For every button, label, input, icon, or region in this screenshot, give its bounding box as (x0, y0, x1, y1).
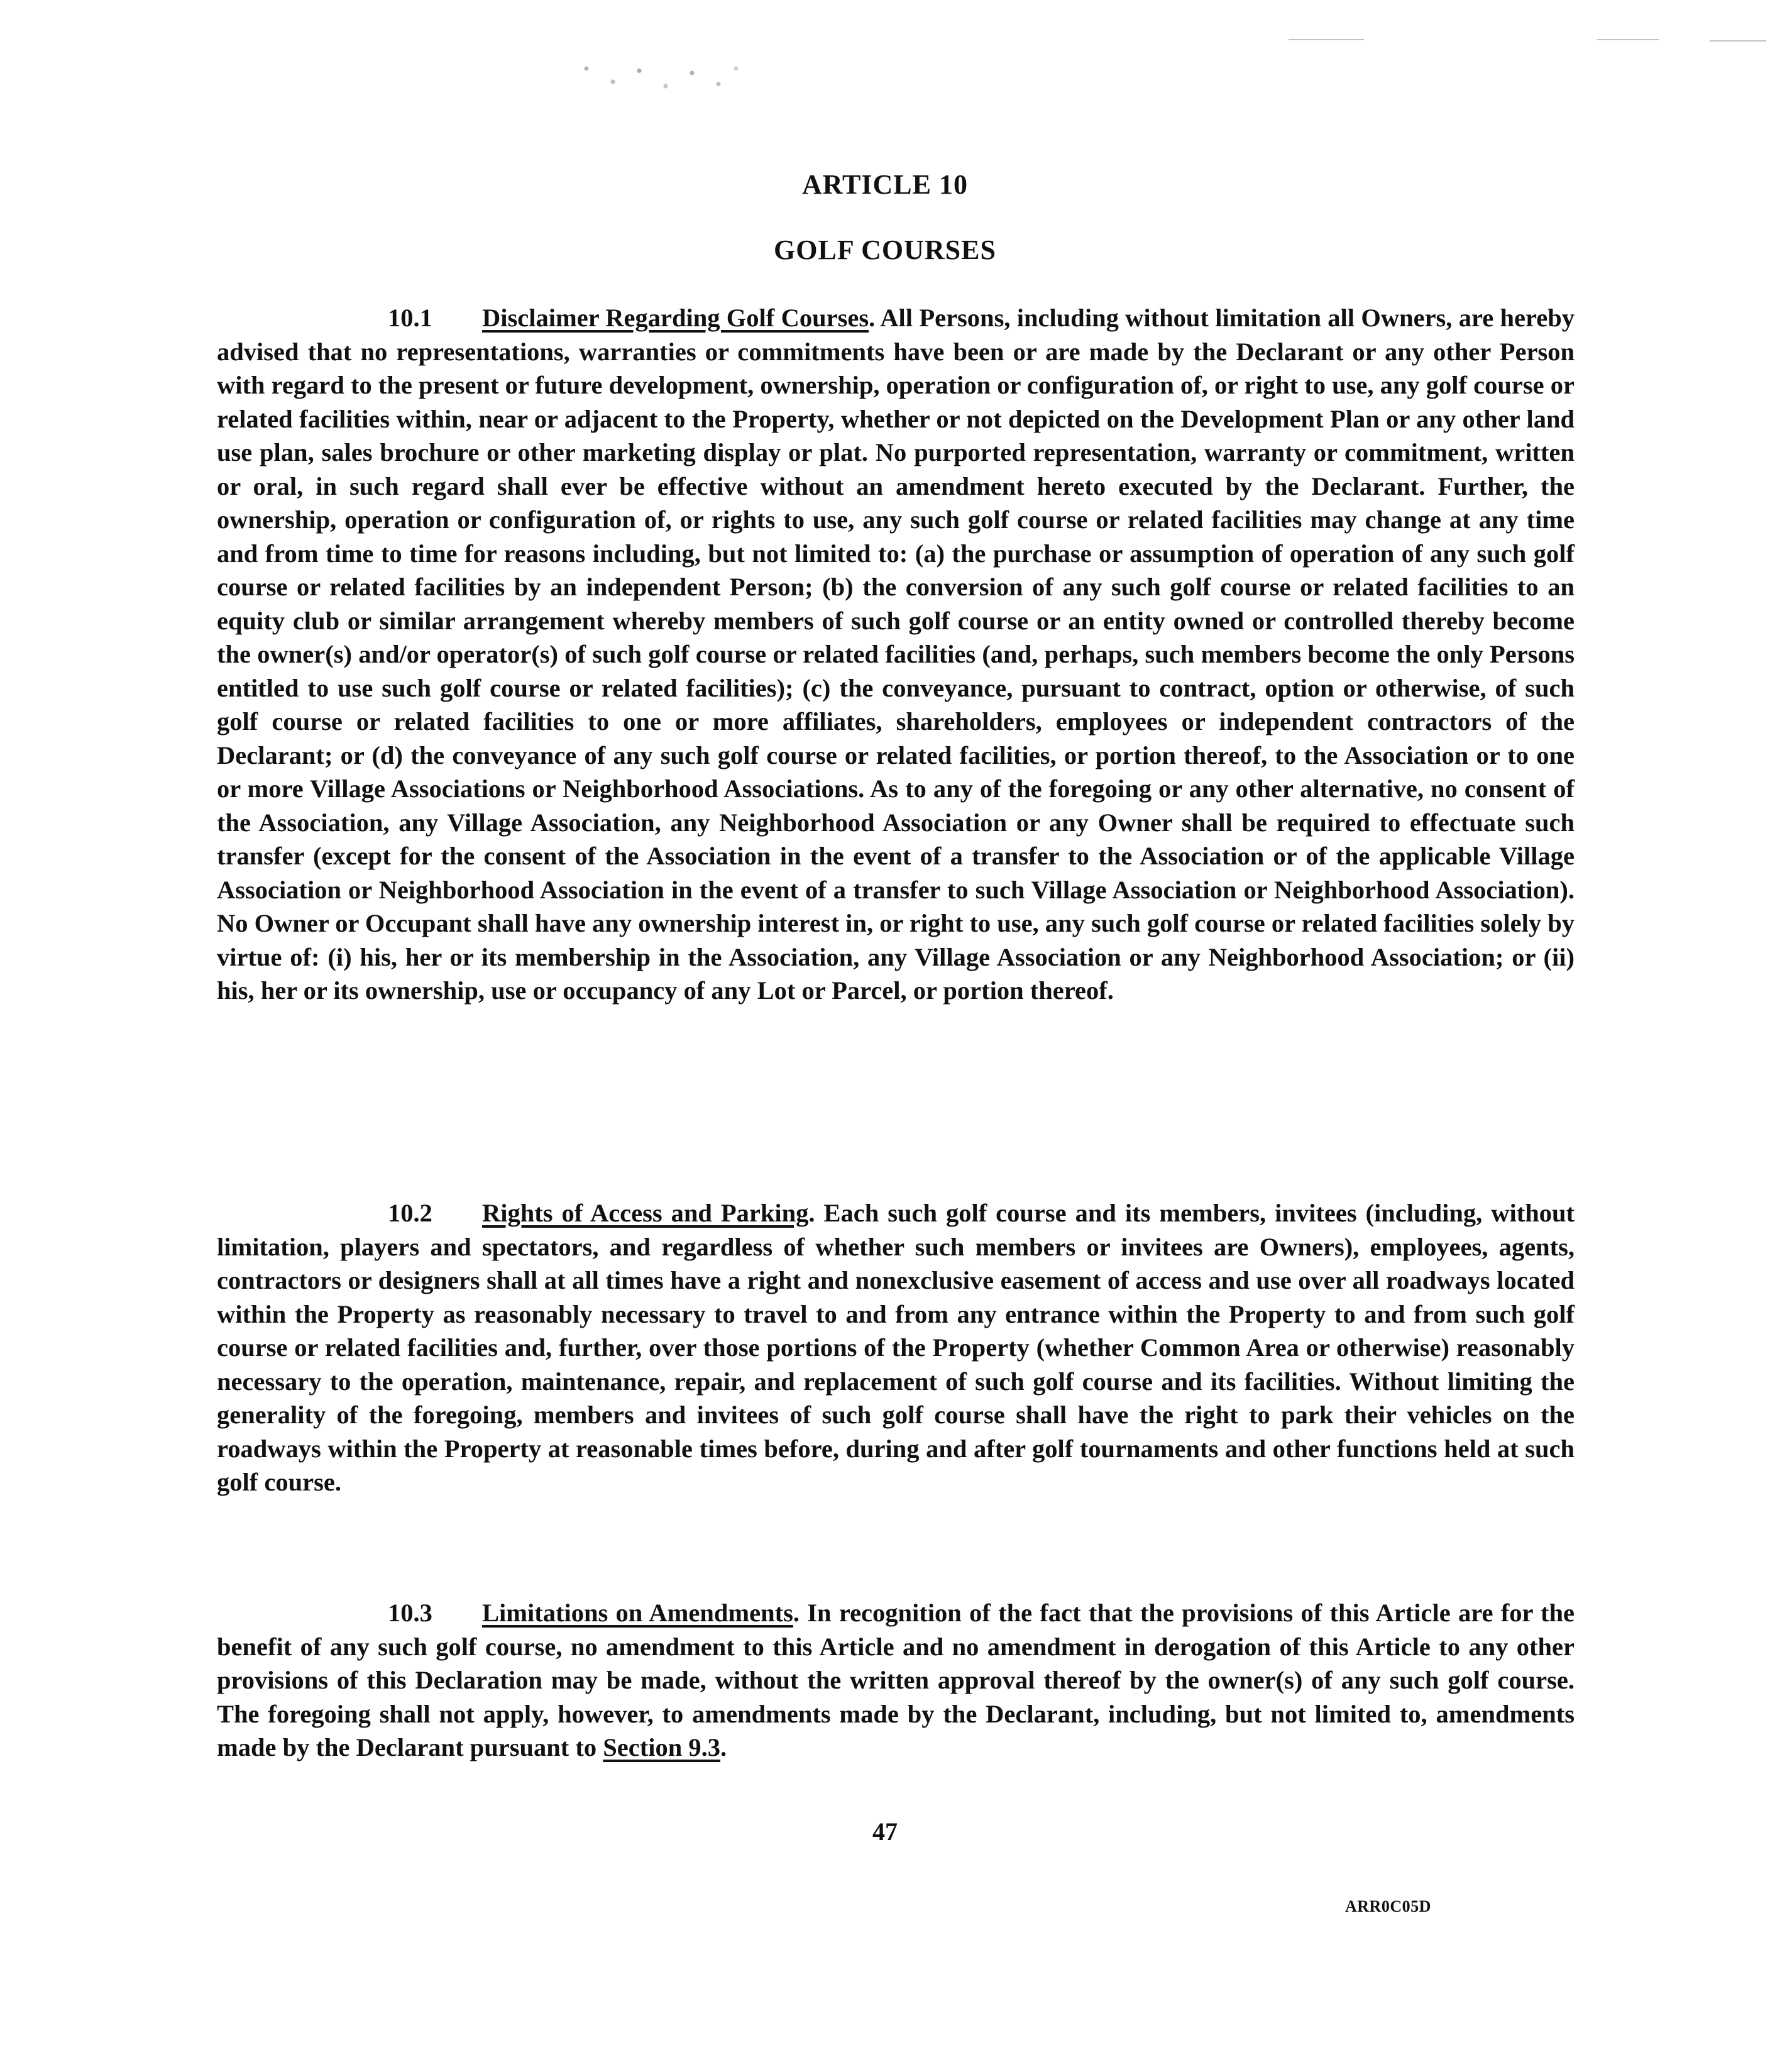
section-text: All Persons, including without limitation all Owners, are hereby advised that no representations, warranties or commitments have been or are made by the Declarant or any other Person with regard to the present or future development, ownership, operation or configuration of, or right to use, any golf course or related facilities within, near or adjacent to the Property, whether or not depicted on the Development Plan or any other land use plan, sales brochure or other marketing display or plat. No purported representation, warranty or commitment, written or oral, in such regard shall ever be effective without an amendment hereto executed by the Declarant. Further, the ownership, operation or configuration of, or rights to use, any such golf course or related facilities may change at any time and from time to time for reasons including, but not limited to: (a) the purchase or assumption of operation of any such golf course or related facilities by an independent Person; (b) the conversion of any such golf course or related facilities to an equity club or similar arrangement whereby members of such golf course or an entity owned or controlled thereby become the owner(s) and/or operator(s) of such golf course or related facilities (and, perhaps, such members become the only Persons entitled to use such golf course or related facilities); (c) the conveyance, pursuant to contract, option or otherwise, of such golf course or related facilities to one or more affiliates, shareholders, employees or independent contractors of the Declarant; or (d) the conveyance of any such golf course or related facilities, or portion thereof, to the Association or to one or more Village Associations or Neighborhood Associations. As to any of the foregoing or any other alternative, no consent of the Association, any Village Association, any Neighborhood Association or any Owner shall be required to effectuate such transfer (except for the consent of the Association in the event of a transfer to the Association or of the applicable Village Association or Neighborhood Association in the event of a transfer to such Village Association or Neighborhood Association). No Owner or Occupant shall have any ownership interest in, or right to use, any such golf course or related facilities solely by virtue of: (i) his, her or its membership in the Association, any Village Association or any Neighborhood Association; or (ii) his, her or its ownership, use or occupancy of any Lot or Parcel, or portion thereof. (217, 304, 1575, 1005)
section-number: 10.1 (388, 304, 432, 332)
scan-artifact (1289, 39, 1364, 40)
section-title-punct: . (793, 1599, 808, 1627)
section-10-3 (217, 1596, 1575, 1765)
scan-artifact (1710, 40, 1766, 41)
section-title: Disclaimer Regarding Golf Courses (482, 304, 869, 332)
section-number: 10.3 (388, 1599, 432, 1627)
section-title: Limitations on Amendments (482, 1599, 793, 1627)
section-10-1 (217, 301, 1575, 1008)
article-title: ARTICLE 10 (802, 169, 968, 200)
scan-artifact (569, 55, 745, 99)
section-number: 10.2 (388, 1199, 432, 1227)
section-title-punct: . (808, 1199, 824, 1227)
section-text: Each such golf course and its members, invitees (including, without limitation, players and spectators, and regardless of whether such members or invitees are Owners), employees, agents, contractors or designers shall at all times have a right and nonexclusive easement of access and use over all roadways located within the Property as reasonably necessary to travel to and from any entrance within the Property to and from such golf course or related facilities and, further, over those portions of the Property (whether Common Area or otherwise) reasonably necessary to the operation, maintenance, repair, and replacement of such golf course and its facilities. Without limiting the generality of the foregoing, members and invitees of such golf course shall have the right to park their vehicles on the roadways within the Property at reasonable times before, during and after golf tournaments and other functions held at such golf course. (217, 1199, 1575, 1496)
section-title-punct: . (869, 304, 881, 332)
section-10-2 (217, 1196, 1575, 1499)
scan-artifact (1597, 39, 1659, 40)
section-text: In recognition of the fact that the provisions of this Article are for the benefit of any such golf course, no amendment to this Article and no amendment in derogation of this Article to any other provisions of this Declaration may be made, without the written approval thereof by the owner(s) of any such golf course. The foregoing shall not apply, however, to amendments made by the Declarant, including, but not limited to, amendments made by the Declarant pursuant to (217, 1599, 1575, 1761)
article-subtitle: GOLF COURSES (774, 234, 996, 265)
page-number: 47 (872, 1817, 898, 1846)
section-cross-reference: Section 9.3 (603, 1733, 720, 1761)
section-title: Rights of Access and Parking (482, 1199, 809, 1227)
document-code: ARR0C05D (1345, 1897, 1431, 1915)
section-end-punct: . (720, 1733, 727, 1761)
